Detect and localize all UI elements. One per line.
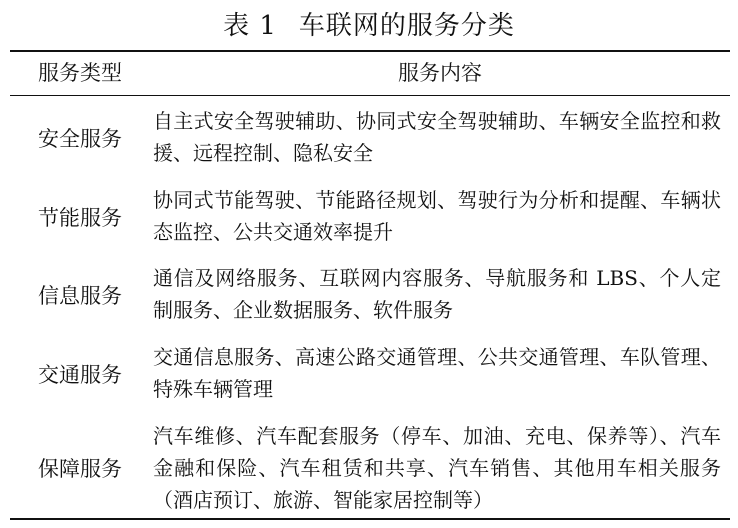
table-number: 表 1: [223, 11, 277, 41]
table-row: [10, 420, 730, 516]
service-content-cell: 协同式节能驾驶、节能路径规划、驾驶行为分析和提醒、车辆状态监控、公共交通效率提升: [153, 188, 721, 244]
header-service-type: 服务类型: [38, 61, 122, 85]
service-type-cell: 保障服务: [38, 457, 122, 481]
header-service-content: 服务内容: [398, 61, 482, 85]
service-type-cell: 信息服务: [38, 284, 122, 308]
table-header: [10, 52, 730, 95]
bottom-rule: [10, 518, 730, 520]
header-rule: [10, 95, 730, 96]
service-type-cell: 安全服务: [38, 127, 122, 151]
table-row: [10, 262, 730, 328]
service-content-cell: 交通信息服务、高速公路交通管理、公共交通管理、车队管理、特殊车辆管理: [153, 345, 721, 401]
table-row: [10, 105, 730, 171]
service-content-cell: 自主式安全驾驶辅助、协同式安全驾驶辅助、车辆安全监控和救援、远程控制、隐私安全: [153, 109, 721, 165]
service-content-cell: 汽车维修、汽车配套服务（停车、加油、充电、保养等）、汽车金融和保险、汽车租赁和共享、汽车销售、其他用车相关服务（酒店预订、旅游、智能家居控制等）: [153, 424, 721, 512]
table-row: [10, 184, 730, 250]
service-type-cell: 节能服务: [38, 206, 122, 230]
service-content-cell: 通信及网络服务、互联网内容服务、导航服务和 LBS、个人定制服务、企业数据服务、软件服务: [153, 266, 721, 322]
table-row: [10, 341, 730, 407]
table-title: 车联网的服务分类: [298, 11, 515, 41]
service-type-cell: 交通服务: [38, 363, 122, 387]
table-caption: [0, 6, 738, 46]
